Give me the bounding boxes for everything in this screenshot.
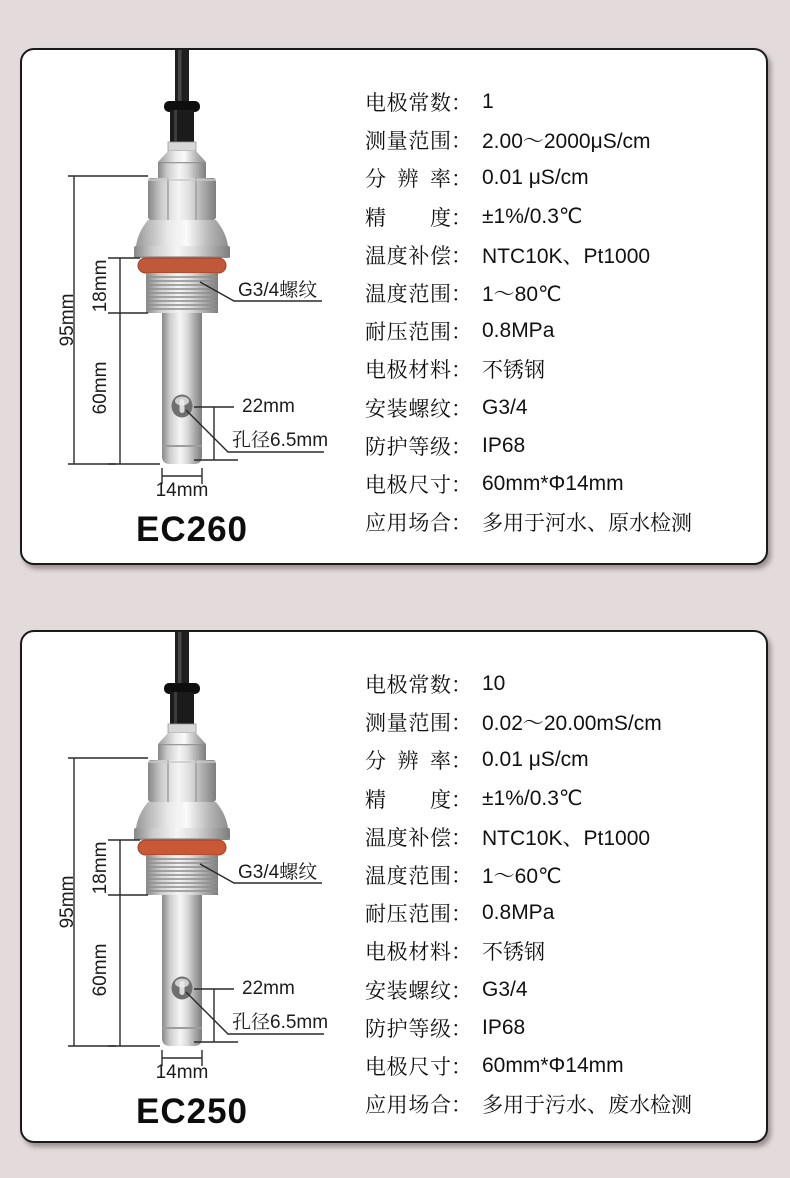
spec-colon: ： [451,244,472,268]
spec-label: 电极常数 [365,92,451,116]
spec-row [365,465,752,503]
spec-value: 0.01 μS/cm [482,166,589,190]
spec-list [365,665,752,1123]
metal-head [134,724,230,840]
spec-value: 不锈钢 [482,941,545,965]
spec-colon: ： [451,903,472,927]
spec-colon: ： [451,1094,472,1118]
spec-row [365,198,752,236]
dimension-95mm [68,758,148,1046]
spec-value: NTC10K、Pt1000 [482,244,651,268]
spec-row [365,83,752,121]
spec-row [365,856,752,894]
spec-value: 1～60℃ [482,865,562,889]
spec-value: G3/4 [482,977,528,1001]
spec-value: 0.02～20.00mS/cm [482,712,662,736]
spec-value: 1～80℃ [482,283,562,307]
spec-row [365,665,752,703]
spec-label: 测量范围 [365,712,451,736]
dim-label-14mm: 14mm [155,1062,209,1083]
spec-row [365,121,752,159]
electrode-body [162,895,202,1046]
cable [164,50,200,144]
product-card-ec260 [20,48,768,565]
electrode-illustration [22,50,362,520]
spec-row [365,503,752,541]
spec-label: 耐压范围 [365,321,451,345]
model-name: EC250 [135,1092,249,1131]
hex-nut [148,760,216,802]
spec-value: 1 [482,90,494,114]
spec-row [365,1085,752,1123]
dim-label-18mm: 18mm [90,841,111,895]
spec-colon: ： [451,712,472,736]
spec-value: NTC10K、Pt1000 [482,826,651,850]
flange [134,246,230,258]
spec-colon: ： [451,435,472,459]
spec-row [365,389,752,427]
spec-label: 应用场合 [365,512,451,536]
spec-row [365,818,752,856]
spec-row [365,274,752,312]
metal-head [134,142,230,258]
spec-row [365,780,752,818]
spec-row [365,427,752,465]
dim-label-thread-type: G3/4螺纹 [238,280,318,301]
spec-value: ±1%/0.3℃ [482,205,583,229]
spec-colon: ： [451,92,472,116]
spec-label: 防护等级 [365,435,451,459]
dim-label-hole-diameter: 孔径6.5mm [232,1012,329,1033]
electrode-illustration [22,632,362,1102]
spec-colon: ： [451,168,472,192]
thread-section [146,273,218,313]
dim-label-18mm: 18mm [90,259,111,313]
spec-label: 温度范围 [365,865,451,889]
spec-row [365,159,752,197]
spec-label: 耐压范围 [365,903,451,927]
spec-colon: ： [451,473,472,497]
spec-label: 电极尺寸 [365,1055,451,1079]
spec-colon: ： [451,674,472,698]
dim-label-22mm: 22mm [242,978,295,999]
spec-label: 安装螺纹 [365,979,451,1003]
spec-row [365,703,752,741]
model-name: EC260 [135,510,249,549]
spec-colon: ： [451,283,472,307]
spec-colon: ： [451,979,472,1003]
spec-colon: ： [451,826,472,850]
spec-row [365,1009,752,1047]
spec-label: 温度补偿 [365,244,451,268]
spec-value: IP68 [482,433,526,457]
electrode-body [162,313,202,464]
dim-label-95mm: 95mm [57,293,78,347]
dim-label-22mm: 22mm [242,396,295,417]
cable [164,632,200,726]
spec-value: 60mm*Φ14mm [482,1053,624,1077]
spec-colon: ： [451,512,472,536]
hex-nut [148,178,216,220]
spec-row [365,894,752,932]
spec-label: 精度 [365,788,451,812]
spec-colon: ： [451,1017,472,1041]
spec-colon: ： [451,1055,472,1079]
spec-row [365,932,752,970]
spec-row [365,350,752,388]
dimension-95mm [68,176,148,464]
spec-colon: ： [451,359,472,383]
collar-skirt [136,802,228,828]
product-photo-ec250 [22,632,362,1131]
spec-value: IP68 [482,1015,526,1039]
spec-label: 应用场合 [365,1094,451,1118]
dim-label-14mm: 14mm [155,480,209,501]
dimension-60mm [108,313,160,464]
flange [134,828,230,840]
spec-label: 测量范围 [365,130,451,154]
o-ring [138,258,226,273]
spec-label: 分辨率 [365,168,451,192]
spec-value: 多用于河水、原水检测 [482,512,692,536]
spec-label: 电极材料 [365,941,451,965]
spec-colon: ： [451,206,472,230]
spec-label: 电极尺寸 [365,473,451,497]
spec-row [365,312,752,350]
spec-colon: ： [451,750,472,774]
spec-value: 2.00～2000μS/cm [482,130,651,154]
spec-value: G3/4 [482,395,528,419]
spec-colon: ： [451,941,472,965]
spec-list [365,83,752,541]
spec-label: 温度补偿 [365,826,451,850]
spec-value: 0.01 μS/cm [482,748,589,772]
spec-row [365,236,752,274]
spec-label: 电极材料 [365,359,451,383]
spec-row [365,741,752,779]
collar-skirt [136,220,228,246]
dim-label-60mm: 60mm [90,943,111,997]
spec-row [365,971,752,1009]
spec-colon: ： [451,865,472,889]
spec-value: 0.8MPa [482,319,555,343]
product-card-ec250 [20,630,768,1143]
spec-colon: ： [451,397,472,421]
dim-label-60mm: 60mm [90,361,111,415]
spec-value: 10 [482,672,506,696]
product-photo-ec260 [22,50,362,549]
spec-colon: ： [451,130,472,154]
spec-value: 不锈钢 [482,359,545,383]
spec-label: 安装螺纹 [365,397,451,421]
dim-label-95mm: 95mm [57,875,78,929]
spec-row [365,1047,752,1085]
dimension-60mm [108,895,160,1046]
o-ring [138,840,226,855]
spec-label: 精度 [365,206,451,230]
thread-section [146,855,218,895]
spec-value: 60mm*Φ14mm [482,471,624,495]
spec-value: ±1%/0.3℃ [482,787,583,811]
spec-value: 多用于污水、废水检测 [482,1094,692,1118]
spec-label: 防护等级 [365,1017,451,1041]
spec-value: 0.8MPa [482,901,555,925]
spec-colon: ： [451,321,472,345]
spec-label: 温度范围 [365,283,451,307]
dim-label-hole-diameter: 孔径6.5mm [232,430,329,451]
spec-label: 电极常数 [365,674,451,698]
spec-label: 分辨率 [365,750,451,774]
spec-colon: ： [451,788,472,812]
dim-label-thread-type: G3/4螺纹 [238,862,318,883]
